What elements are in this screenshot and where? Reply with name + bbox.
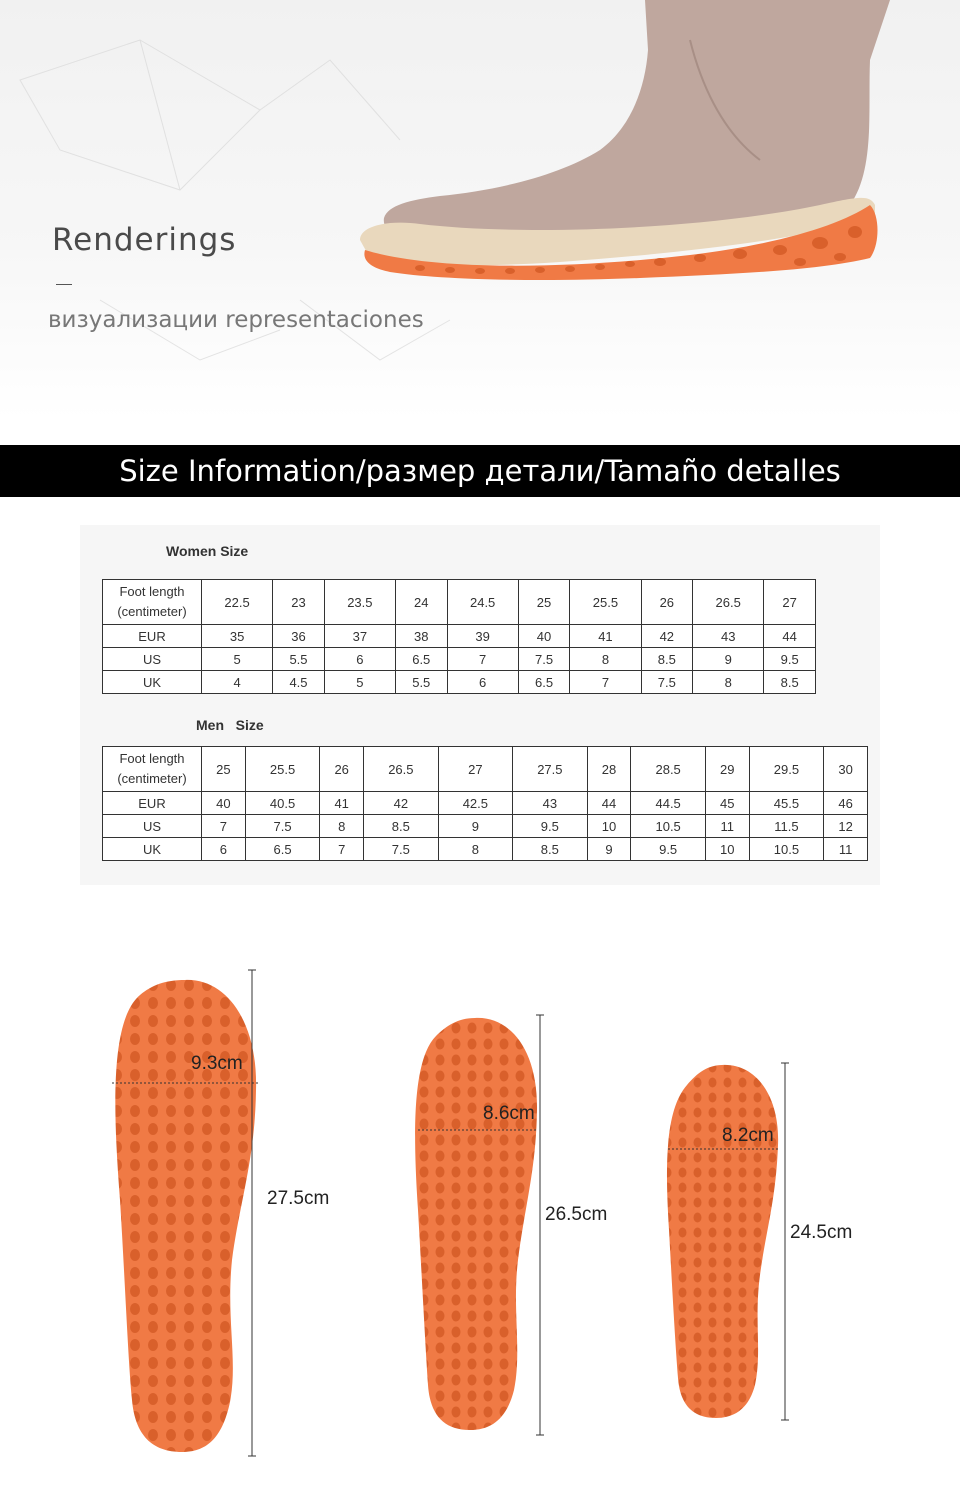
foot-length-label: Foot length (centimeter) xyxy=(103,747,202,792)
table-row xyxy=(103,648,816,671)
row-label: US xyxy=(103,648,202,671)
foot-on-insole-illustration xyxy=(0,0,960,420)
table-cell: 6.5 xyxy=(395,648,447,671)
table-cell: 8.5 xyxy=(641,648,693,671)
table-cell: 5 xyxy=(324,671,395,694)
table-cell: 11 xyxy=(824,838,868,861)
row-label: UK xyxy=(103,838,202,861)
table-cell: 9 xyxy=(693,648,764,671)
insole-small xyxy=(667,1065,778,1418)
hero-title: Renderings xyxy=(52,222,237,258)
table-cell: 42 xyxy=(364,792,439,815)
table-cell: 43 xyxy=(513,792,588,815)
table-cell: 10.5 xyxy=(631,815,706,838)
table-cell: 5.5 xyxy=(395,671,447,694)
table-cell: 5.5 xyxy=(273,648,325,671)
table-cell: 40 xyxy=(202,792,246,815)
table-cell: 25 xyxy=(202,747,246,792)
table-cell: 8.5 xyxy=(513,838,588,861)
table-cell: 25 xyxy=(518,580,570,625)
insole-small-width-label: 8.2cm xyxy=(722,1125,774,1146)
table-cell: 7.5 xyxy=(518,648,570,671)
hero-section xyxy=(0,0,960,420)
table-cell: 25.5 xyxy=(245,747,320,792)
men-size-table xyxy=(102,746,868,861)
table-cell: 11.5 xyxy=(749,815,824,838)
table-cell: 9.5 xyxy=(513,815,588,838)
table-cell: 38 xyxy=(395,625,447,648)
table-cell: 8.5 xyxy=(764,671,816,694)
insole-medium xyxy=(415,1018,537,1430)
men-size-title: Men Size xyxy=(196,717,264,733)
table-cell: 8 xyxy=(693,671,764,694)
insole-large-length-label: 27.5cm xyxy=(267,1188,330,1209)
table-cell: 7 xyxy=(447,648,518,671)
table-cell: 27 xyxy=(764,580,816,625)
table-cell: 43 xyxy=(693,625,764,648)
table-cell: 8 xyxy=(570,648,641,671)
table-cell: 26.5 xyxy=(693,580,764,625)
table-cell: 26 xyxy=(641,580,693,625)
table-cell: 24.5 xyxy=(447,580,518,625)
table-cell: 45.5 xyxy=(749,792,824,815)
row-label: EUR xyxy=(103,792,202,815)
table-cell: 44.5 xyxy=(631,792,706,815)
insole-large-width-label: 9.3cm xyxy=(191,1053,243,1074)
table-cell: 40.5 xyxy=(245,792,320,815)
table-cell: 6 xyxy=(324,648,395,671)
insole-dimensions-illustration xyxy=(0,940,960,1486)
table-cell: 44 xyxy=(587,792,631,815)
table-row xyxy=(103,625,816,648)
table-cell: 9 xyxy=(587,838,631,861)
hero-divider xyxy=(56,284,72,285)
table-cell: 10.5 xyxy=(749,838,824,861)
table-row xyxy=(103,671,816,694)
table-cell: 29.5 xyxy=(749,747,824,792)
table-cell: 23 xyxy=(273,580,325,625)
table-cell: 27 xyxy=(438,747,513,792)
table-cell: 35 xyxy=(202,625,273,648)
table-cell: 4 xyxy=(202,671,273,694)
table-cell: 12 xyxy=(824,815,868,838)
table-cell: 7 xyxy=(570,671,641,694)
hero-subtitle: визуализации representaciones xyxy=(48,307,424,333)
table-cell: 41 xyxy=(320,792,364,815)
table-cell: 11 xyxy=(705,815,749,838)
table-cell: 9.5 xyxy=(631,838,706,861)
table-row xyxy=(103,838,868,861)
row-label: US xyxy=(103,815,202,838)
table-cell: 4.5 xyxy=(273,671,325,694)
table-cell: 6 xyxy=(447,671,518,694)
table-row xyxy=(103,747,868,792)
women-size-title: Women Size xyxy=(166,543,249,559)
table-cell: 28 xyxy=(587,747,631,792)
table-cell: 37 xyxy=(324,625,395,648)
row-label: EUR xyxy=(103,625,202,648)
table-cell: 7.5 xyxy=(364,838,439,861)
insole-small-length-label: 24.5cm xyxy=(790,1222,853,1243)
table-cell: 24 xyxy=(395,580,447,625)
table-cell: 28.5 xyxy=(631,747,706,792)
table-cell: 42 xyxy=(641,625,693,648)
table-cell: 9 xyxy=(438,815,513,838)
insole-medium-length-label: 26.5cm xyxy=(545,1204,608,1225)
table-cell: 46 xyxy=(824,792,868,815)
insole-medium-width-label: 8.6cm xyxy=(483,1103,535,1124)
table-cell: 10 xyxy=(587,815,631,838)
table-cell: 29 xyxy=(705,747,749,792)
table-cell: 40 xyxy=(518,625,570,648)
table-cell: 30 xyxy=(824,747,868,792)
table-cell: 8 xyxy=(438,838,513,861)
table-cell: 7 xyxy=(202,815,246,838)
table-row xyxy=(103,815,868,838)
table-cell: 6.5 xyxy=(518,671,570,694)
table-cell: 10 xyxy=(705,838,749,861)
table-cell: 9.5 xyxy=(764,648,816,671)
table-cell: 27.5 xyxy=(513,747,588,792)
row-label: UK xyxy=(103,671,202,694)
table-cell: 44 xyxy=(764,625,816,648)
table-cell: 6 xyxy=(202,838,246,861)
table-cell: 26.5 xyxy=(364,747,439,792)
women-size-table xyxy=(102,579,816,694)
table-cell: 22.5 xyxy=(202,580,273,625)
table-cell: 25.5 xyxy=(570,580,641,625)
table-cell: 7.5 xyxy=(245,815,320,838)
table-cell: 23.5 xyxy=(324,580,395,625)
table-cell: 26 xyxy=(320,747,364,792)
table-cell: 6.5 xyxy=(245,838,320,861)
table-cell: 8.5 xyxy=(364,815,439,838)
size-information-banner: Size Information/размер детали/Tamaño detalles xyxy=(0,445,960,497)
table-row xyxy=(103,580,816,625)
table-cell: 41 xyxy=(570,625,641,648)
table-cell: 45 xyxy=(705,792,749,815)
table-cell: 42.5 xyxy=(438,792,513,815)
table-cell: 39 xyxy=(447,625,518,648)
table-row xyxy=(103,792,868,815)
table-cell: 5 xyxy=(202,648,273,671)
table-cell: 7 xyxy=(320,838,364,861)
table-cell: 8 xyxy=(320,815,364,838)
table-cell: 36 xyxy=(273,625,325,648)
foot-length-label: Foot length (centimeter) xyxy=(103,580,202,625)
insole-large xyxy=(115,980,256,1452)
table-cell: 7.5 xyxy=(641,671,693,694)
